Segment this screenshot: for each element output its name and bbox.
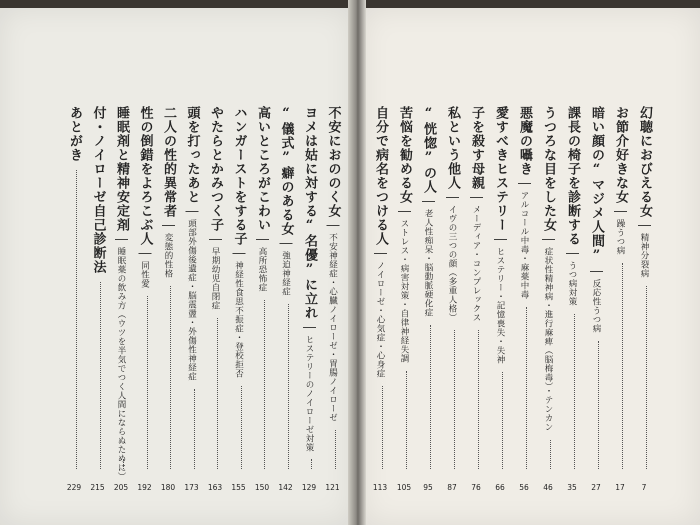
toc-page-number: 155	[231, 482, 246, 492]
toc-entry-subtitle: 変態的性格	[163, 233, 173, 278]
toc-entry-title: “恍惚”の人	[421, 106, 436, 194]
toc-leader-dots	[241, 386, 242, 469]
toc-dash: ―	[302, 320, 317, 335]
toc-leader-dots	[574, 314, 575, 469]
toc-entry-title: 苦悩を勧める女	[397, 106, 412, 204]
toc-entry-title: 付・ノイローゼ自己診断法	[90, 106, 106, 274]
toc-dash: ―	[637, 218, 652, 233]
toc-entry-subtitle: 反応性うつ病	[591, 279, 601, 333]
toc-page-number: 173	[184, 482, 199, 492]
toc-entry-title: 悪魔の囁き	[517, 106, 532, 176]
toc-entry-title: 高いところがこわい	[255, 106, 270, 232]
toc-entry-subtitle: 頭部外傷後遺症・脳震盪・外傷性神経症	[186, 219, 197, 381]
toc-entry	[278, 106, 294, 491]
toc-leader-dots	[123, 459, 124, 469]
toc-entry-title: お節介好きな女	[613, 106, 628, 204]
toc-entry-title: 睡眠剤と精神安定剤	[114, 106, 129, 232]
toc-entry	[301, 106, 317, 491]
toc-entry-subtitle: イヴの三つの顔（多重人格）	[447, 205, 457, 322]
toc-leader-dots	[382, 386, 383, 469]
toc-entry	[160, 106, 176, 491]
toc-entry-subtitle: ストレス・病害対策・自律神経失調	[399, 219, 409, 363]
toc-leader-dots	[454, 330, 455, 469]
toc-leader-dots	[646, 286, 647, 469]
toc-entry-title: あとがき	[67, 106, 82, 162]
toc-entry	[254, 106, 270, 491]
toc-dash: ―	[541, 232, 556, 247]
toc-leader-dots	[264, 300, 265, 469]
toc-entry	[612, 106, 628, 491]
toc-entry-title: 子を殺す母親	[469, 106, 484, 190]
toc-entry-title: 自分で病名をつける人	[373, 106, 388, 246]
toc-page-number: 142	[278, 482, 293, 492]
toc-entry	[184, 106, 200, 491]
toc-leader-dots	[502, 372, 503, 469]
toc-entry-title: “儀式”癖のある女	[278, 106, 294, 236]
toc-entry-title: 暗い顔の“マジメ人間”	[589, 106, 604, 264]
toc-entry-subtitle: 強迫神経症	[280, 251, 291, 296]
toc-page-number: 27	[591, 482, 601, 492]
toc-page-number: 180	[160, 482, 176, 492]
toc-page-number: 121	[325, 482, 340, 492]
toc-page-number: 192	[137, 482, 152, 492]
toc-entry-subtitle: 老人性痴呆・脳動脈硬化症	[423, 209, 433, 317]
toc-page-number: 95	[423, 482, 433, 492]
toc-dash: ―	[278, 236, 294, 251]
toc-leader-dots	[311, 459, 312, 469]
toc-entry-title: ヨメは姑に対する“名優”に立れ	[302, 106, 317, 320]
toc-entry	[325, 106, 341, 491]
toc-leader-dots	[335, 430, 336, 469]
toc-entry-subtitle: うつ病対策	[567, 261, 577, 306]
toc-page-number: 87	[447, 482, 457, 492]
toc-entry-title: 不安におののく女	[325, 106, 341, 218]
toc-entry-title: 幻聴におびえる女	[637, 106, 652, 218]
toc-entry-title: 頭を打ったあと	[184, 106, 200, 204]
toc-dash: ―	[137, 246, 153, 261]
toc-entry-title: 二人の性的異常者	[161, 106, 176, 218]
toc-entry	[66, 106, 82, 491]
toc-entry-subtitle: ノイローゼ・心気症・心身症	[375, 261, 385, 378]
toc-dash: ―	[373, 246, 388, 261]
toc-entry-subtitle: メーディア・コンプレックス	[471, 205, 481, 322]
toc-dash: ―	[114, 232, 129, 247]
toc-leader-dots	[170, 286, 171, 469]
toc-dash: ―	[184, 204, 200, 219]
toc-dash: ―	[469, 190, 484, 205]
left-page	[0, 8, 352, 525]
toc-page-number: 215	[90, 482, 105, 492]
toc-entry-subtitle: 早期幼児自閉症	[210, 247, 220, 310]
toc-entry-subtitle: 神経性食思不振症・登校拒否	[233, 261, 244, 378]
toc-leader-dots	[217, 318, 218, 469]
toc-dash: ―	[421, 194, 436, 209]
toc-entry-title: ハンガーストをする子	[231, 106, 247, 246]
toc-page-number: 150	[254, 482, 270, 492]
toc-page-number: 35	[567, 482, 577, 492]
toc-leader-dots	[526, 307, 527, 469]
toc-dash: ―	[231, 246, 247, 261]
toc-entry-subtitle: 高所恐怖症	[257, 247, 267, 292]
toc-entry-subtitle: 不安神経症・心臓ノイローゼ・胃腸ノイローゼ	[327, 233, 338, 422]
toc-leader-dots	[406, 371, 407, 469]
toc-entry	[636, 106, 652, 491]
toc-entry-subtitle: 躁うつ病	[615, 219, 625, 255]
toc-dash: ―	[325, 218, 341, 233]
toc-leader-dots	[194, 389, 195, 469]
toc-entry	[564, 106, 580, 491]
toc-entry-subtitle: ヒステリーのノイローゼ対策	[304, 335, 314, 452]
toc-leader-dots	[147, 296, 148, 469]
toc-leader-dots	[550, 440, 551, 469]
toc-dash: ―	[589, 264, 604, 279]
toc-entry	[113, 106, 129, 491]
toc-dash: ―	[208, 232, 223, 247]
toc-page-number: 205	[113, 482, 129, 492]
toc-leader-dots	[598, 341, 599, 469]
toc-entry	[137, 106, 153, 491]
toc-entry-title: 愛すべきヒステリー	[493, 106, 508, 232]
toc-entry-title: 私という他人	[445, 106, 460, 190]
toc-dash: ―	[565, 246, 580, 261]
toc-entry-title: 課長の椅子を診断する	[565, 106, 580, 246]
toc-entry	[588, 106, 604, 491]
toc-entry	[468, 106, 484, 491]
toc-leader-dots	[288, 304, 289, 469]
toc-entry-title: 性の倒錯をよろこぶ人	[137, 106, 153, 246]
toc-leader-dots	[76, 170, 77, 469]
toc-entry	[540, 106, 556, 491]
toc-dash: ―	[493, 232, 508, 247]
toc-page-number: 163	[207, 482, 223, 492]
toc-page-number: 113	[372, 482, 388, 492]
toc-entry	[492, 106, 508, 491]
toc-entry-title: やたらとかみつく子	[208, 106, 223, 232]
toc-dash: ―	[161, 218, 176, 233]
toc-entry	[516, 106, 532, 491]
toc-entry-subtitle: アルコール中毒・麻薬中毒	[519, 191, 529, 299]
toc-page-number: 46	[543, 482, 553, 492]
toc-dash: ―	[613, 204, 628, 219]
book-gutter	[348, 0, 366, 525]
toc-entry-subtitle: 同性愛	[139, 261, 150, 288]
toc-page-number: 7	[641, 482, 647, 492]
toc-dash: ―	[517, 176, 532, 191]
toc-entry-subtitle: 症状性精神病・進行麻痺（脳梅毒）・テンカン	[543, 247, 553, 432]
toc-page-number: 56	[519, 482, 529, 492]
toc-entry-title: うつろな目をした女	[541, 106, 556, 232]
toc-page-number: 129	[301, 482, 317, 492]
toc-entry-subtitle: ヒステリー・記憶喪失・失神	[495, 247, 505, 364]
right-page	[362, 8, 700, 525]
toc-entry	[444, 106, 460, 491]
toc-entry-subtitle: 睡眠薬の飲み方（ウツを半気でつく人間にならぬために）	[116, 247, 126, 481]
toc-entry	[90, 106, 106, 491]
toc-entry	[372, 106, 388, 491]
toc-leader-dots	[478, 330, 479, 469]
toc-leader-dots	[100, 282, 101, 469]
toc-entry	[396, 106, 412, 491]
toc-dash: ―	[397, 204, 412, 219]
toc-entry	[420, 106, 436, 491]
toc-dash: ―	[445, 190, 460, 205]
toc-entry	[207, 106, 223, 491]
toc-leader-dots	[622, 263, 623, 469]
toc-dash: ―	[255, 232, 270, 247]
toc-page-number: 66	[495, 482, 505, 492]
toc-page-number: 17	[615, 482, 625, 492]
toc-page-number: 76	[471, 482, 481, 492]
toc-entry	[231, 106, 247, 491]
toc-page-number: 229	[66, 482, 82, 492]
toc-leader-dots	[430, 325, 431, 469]
toc-page-number: 105	[396, 482, 412, 492]
toc-entry-subtitle: 精神分裂病	[639, 233, 649, 278]
